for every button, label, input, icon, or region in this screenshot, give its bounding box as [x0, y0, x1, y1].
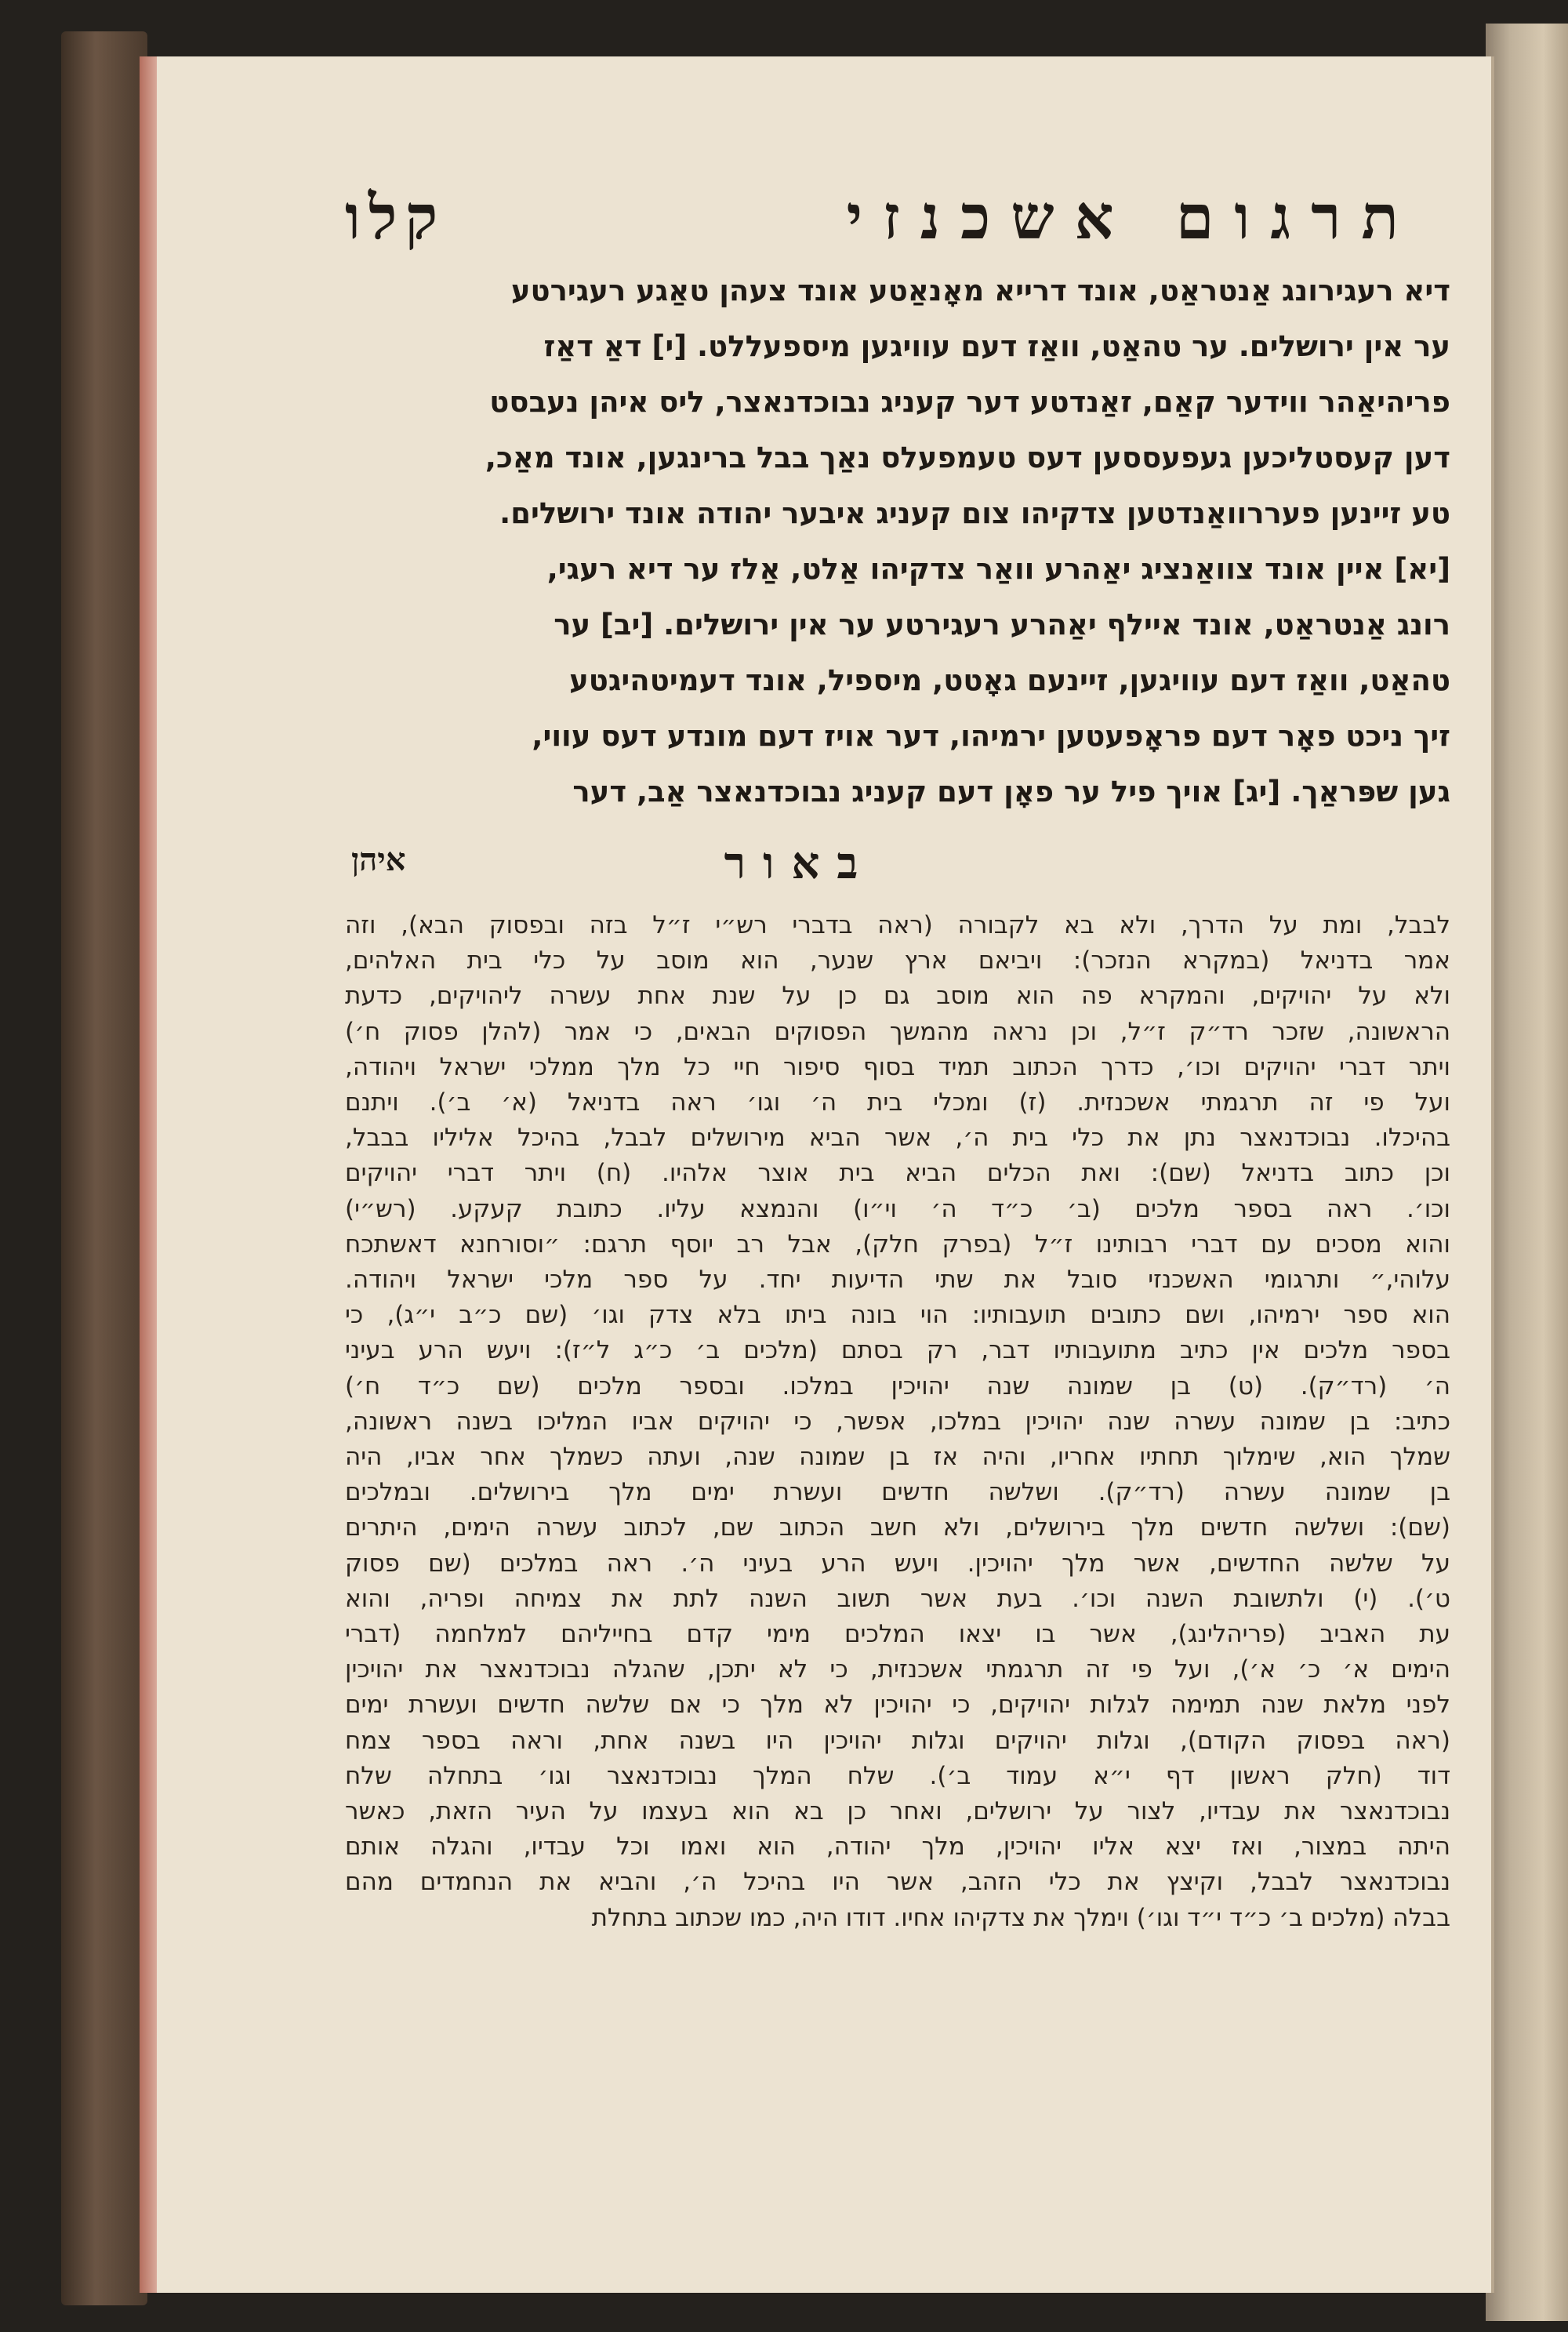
commentary-line: ה׳ (רד״ק). (ט) בן שמונה שנה יהויכין במלכו. ובספר מלכים (שם כ״ד ח׳) [345, 1371, 1450, 1400]
main-text-line: רונג אַנטראַט, אונד איילף יאַהרע רעגירטע ער אין ירושלים. [יב] ער [554, 608, 1450, 641]
main-text-line: דען קעסטליכען געפעססען דעס טעמפעלס נאַך בבל ברינגען, אונד מאַכ, [485, 441, 1450, 474]
main-text-line: ער אין ירושלים. ער טהאַט, וואַז דעם עוויגען מיספעללט. [י] דאַ דאַז [543, 329, 1450, 363]
commentary-line: הוא ספר ירמיהו, ושם כתובים תועבותיו: הוי בונה ביתו בלא צדק וגו׳ (שם כ״ב י״ג), כי [345, 1301, 1450, 1330]
main-text-line: [יא] איין אונד צוואַנציג יאַהרע וואַר צדקיהו אַלט, אַלז ער דיא רעגי, [546, 552, 1450, 586]
commentary-line: על שלשה החדשים, אשר מלך יהויכין. ויעש הרע בעיני ה׳. ראה במלכים (שם פסוק [345, 1549, 1450, 1578]
page-header [345, 182, 1419, 252]
commentary-line: (שם): ושלשה חדשים מלך בירושלים, ולא חשב הכתוב שם, לכתוב עשרה הימים, היתרים [345, 1513, 1450, 1542]
commentary-line: אמר בדניאל (במקרא הנזכר): ויביאם ארץ שנער, הוא מוסב על כלי בית האלהים, [345, 946, 1450, 975]
commentary-line: דוד (חלק ראשון דף י״א עמוד ב׳). שלח המלך נבוכדנאצר וגו׳ בתחלה שלח [345, 1761, 1450, 1790]
commentary-line: עת האביב (פריהלינג), אשר בו יצאו המלכים מימי קדם בחייליהם למלחמה (דברי [345, 1620, 1450, 1649]
commentary-line: היתה במצור, ואז יצא אליו יהויכין, מלך יהודה, הוא ואמו וכל עבדיו, והגלה אותם [345, 1833, 1450, 1862]
commentary-line: והוא מסכים עם דברי רבותינו ז״ל (בפרק חלק), אבל רב יוסף תרגם: ״וסורחנא דאשתכח [345, 1230, 1450, 1259]
main-text-line: טע זיינען פעררוואַנדטען צדקיהו צום קעניג איבער יהודה אונד ירושלים. [499, 496, 1450, 530]
book-cover-right [1486, 24, 1568, 2321]
commentary-line: בהיכלו. נבוכדנאצר נתן את כלי בית ה׳, אשר הביא מירושלים לבבל, בהיכל אליליו בבבל, [345, 1124, 1450, 1153]
commentary-line: ועל פי זה תרגמתי אשכנזית. (ז) ומכלי בית ה׳ וגו׳ ראה בדניאל (א׳ ב׳). ויתנם [345, 1088, 1450, 1117]
commentary-heading: באור [724, 837, 876, 889]
book-cover-left [61, 31, 147, 2305]
commentary-line: בן שמונה עשרה (רד״ק). ושלשה חדשים ועשרת ימים מלך בירושלים. ובמלכים [345, 1478, 1450, 1507]
commentary-line: ט׳). (י) ולתשובת השנה וכו׳. בעת אשר תשוב השנה לתת את צמיחה ופריה, והוא [345, 1584, 1450, 1613]
main-text-block [345, 263, 1450, 819]
commentary-block [345, 908, 1450, 1936]
folio-number: קלו [345, 182, 446, 253]
catchword: איהן [351, 841, 406, 878]
commentary-line: נבוכדנאצר את עבדיו, לצור על ירושלים, ואחר כן בא הוא בעצמו על העיר הזאת, כאשר [345, 1797, 1450, 1826]
running-title: תרגום אשכנזי [846, 182, 1419, 253]
commentary-line: שמלך הוא, שימלוך תחתיו אחריו, והיה אז בן שמונה שנה, ועתה כשמלך אחר אביו, היה [345, 1443, 1450, 1472]
commentary-line: ויתר דברי יהויקים וכו׳, כדרך הכתוב תמיד בסוף סיפור חיי כל מלך ממלכי ישראל ויהודה, [345, 1052, 1450, 1081]
commentary-line: וכן כתוב בדניאל (שם): ואת הכלים הביא בית אוצר אלהיו. (ח) ויתר דברי יהויקים [345, 1159, 1450, 1188]
main-text-line: דיא רעגירונג אַנטראַט, אונד דרייא מאָנאַטע אונד צעהן טאַגע רעגירטע [510, 274, 1450, 307]
commentary-line: ולא על יהויקים, והמקרא פה הוא מוסב גם כן על שנת אחת עשרה ליהויקים, כדעת [345, 982, 1450, 1011]
commentary-line: הימים א׳ כ׳ א׳), ועל פי זה תרגמתי אשכנזית, כי לא יתכן, שהגלה נבוכדנאצר את יהויכין [345, 1655, 1450, 1684]
commentary-line: בספר מלכים אין כתיב מתועבותיו דבר, רק בסתם (מלכים ב׳ כ״ג ל״ז): ויעש הרע בעיני [345, 1336, 1450, 1365]
main-text-line: פריהיאַהר ווידער קאַם, זאַנדטע דער קעניג נבוכדנאצר, ליס איהן נעבסט [489, 385, 1450, 419]
commentary-line: וכו׳. ראה בספר מלכים (ב׳ כ״ד ה׳ וי״ו) והנמצא עליו. כתובת קעקע. (רש״י) [345, 1194, 1450, 1223]
commentary-line: לבבל, ומת על הדרך, ולא בא לקבורה (ראה בדברי רש״י ז״ל בזה ובפסוק הבא), וזה [345, 911, 1450, 939]
page-red-edge [140, 56, 157, 2293]
commentary-line: הראשונה, שזכר רד״ק ז״ל, וכן נראה מהמשך הפסוקים הבאים, כי אמר (להלן פסוק ח׳) [345, 1017, 1450, 1046]
commentary-line: (ראה בפסוק הקודם), וגלות יהויקים וגלות יהויכין היו בשנה אחת, וראה בספר צמח [345, 1726, 1450, 1755]
main-text-line: זיך ניכט פאָר דעם פראָפעטען ירמיהו, דער אויז דעם מונדע דעס עווי, [532, 719, 1450, 753]
commentary-line: לפני מלאת שנה תמימה לגלות יהויקים, כי יהויכין לא מלך כי אם שלשה חדשים ועשרת ימים [345, 1691, 1450, 1720]
commentary-line: נבוכדנאצר לבבל, וקיצץ את כלי הזהב, אשר היו בהיכל ה׳, והביא את הנחמדים מהם [345, 1868, 1450, 1897]
main-text-line: גען שפּראַך. [יג] אויך פיל ער פאָן דעם קעניג נבוכדנאצר אַב, דער [572, 775, 1450, 808]
commentary-line: בבלה (מלכים ב׳ כ״ד י״ד וגו׳) וימלך את צדקיהו אחיו. דודו היה, כמו שכתוב בתחלת [591, 1903, 1450, 1932]
commentary-line: עלוהי,״ ותרגומי האשכנזי סובל את שתי הדיעות יחד. על ספר מלכי ישראל ויהודה. [345, 1266, 1450, 1295]
main-text-line: טהאַט, וואַז דעם עוויגען, זיינעם גאָטט, מיספיל, אונד דעמיטהיגטע [569, 663, 1450, 697]
commentary-line: כתיב: בן שמונה עשרה שנה יהויכין במלכו, אפשר, כי יהויקים אביו המליכו בשנה ראשונה, [345, 1407, 1450, 1436]
